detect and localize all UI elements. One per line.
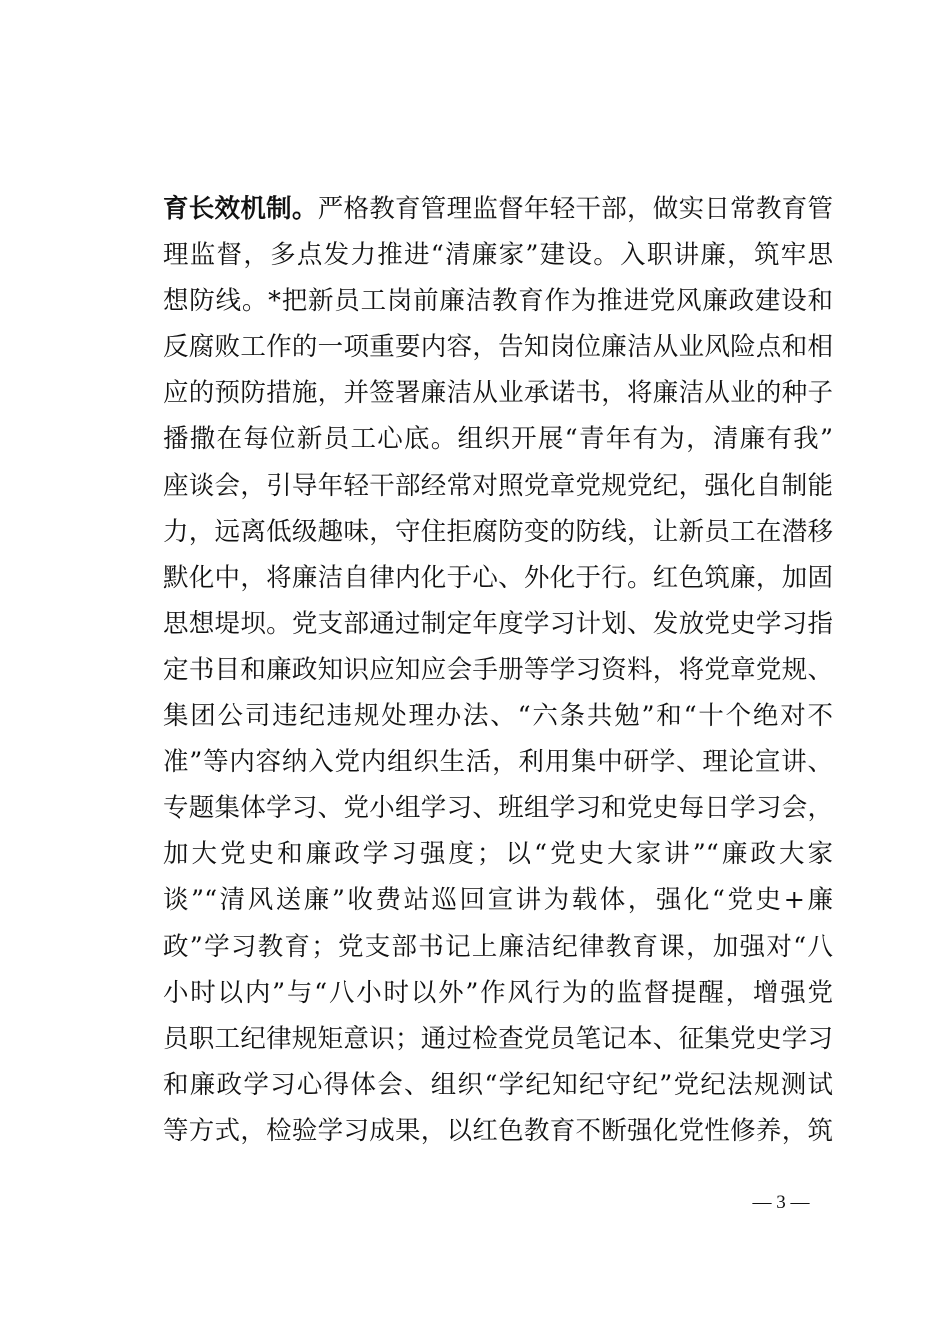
text-line: [163, 785, 833, 831]
line-text: 力，远离低级趣味，守住拒腐防变的防线，让新员工在潜移: [163, 516, 833, 547]
line-text: 座谈会，引导年轻干部经常对照党章党规党纪，强化自制能: [163, 470, 833, 501]
text-line: [163, 232, 833, 278]
text-line: [163, 924, 833, 970]
text-line: [163, 693, 833, 739]
text-line: [163, 509, 833, 555]
line-text: 想防线。*把新员工岗前廉洁教育作为推进党风廉政建设和: [163, 286, 833, 317]
text-line: [163, 739, 833, 785]
line-text: 应的预防措施，并签署廉洁从业承诺书，将廉洁从业的种子: [163, 378, 833, 409]
line-text: 默化中，将廉洁自律内化于心、外化于行。红色筑廉，加固: [163, 562, 833, 593]
text-line: [163, 1062, 833, 1108]
text-line: [163, 970, 833, 1016]
text-line: [163, 416, 833, 462]
text-line: [163, 186, 833, 232]
text-line: [163, 1108, 833, 1154]
line-text: 加大党史和廉政学习强度；以“党史大家讲”“廉政大家: [163, 839, 833, 870]
line-text: 集团公司违纪违规处理办法、“六条共勉”和“十个绝对不: [163, 701, 833, 732]
line-text: 员职工纪律规矩意识；通过检查党员笔记本、征集党史学习: [163, 1023, 833, 1054]
line-text: 和廉政学习心得体会、组织“学纪知纪守纪”党纪法规测试: [163, 1069, 833, 1100]
page-number: — 3 —: [752, 1192, 810, 1213]
text-line: [163, 463, 833, 509]
text-line: [163, 831, 833, 877]
text-line: [163, 647, 833, 693]
text-line: [163, 877, 833, 923]
text-line: [163, 278, 833, 324]
text-line: [163, 370, 833, 416]
line-text: 理监督，多点发力推进“清廉家”建设。入职讲廉，筑牢思: [163, 240, 833, 271]
line-text: 政”学习教育；党支部书记上廉洁纪律教育课，加强对“八: [163, 931, 833, 962]
bold-lead-in: 育长效机制。: [163, 194, 318, 224]
line-text: 谈”“清风送廉”收费站巡回宣讲为载体，强化“党史+廉: [163, 885, 833, 916]
text-line: [163, 1016, 833, 1062]
line-text: 定书目和廉政知识应知应会手册等学习资料，将党章党规、: [163, 654, 833, 685]
line-text: 专题集体学习、党小组学习、班组学习和党史每日学习会，: [163, 793, 833, 824]
line-text: 严格教育管理监督年轻干部，做实日常教育管: [317, 194, 833, 224]
body-text: [163, 186, 833, 1154]
line-text: 思想堤坝。党支部通过制定年度学习计划、发放党史学习指: [163, 608, 833, 639]
line-text: 反腐败工作的一项重要内容，告知岗位廉洁从业风险点和相: [163, 332, 833, 363]
text-line: [163, 324, 833, 370]
line-text: 等方式，检验学习成果，以红色教育不断强化党性修养，筑: [163, 1115, 833, 1146]
line-text: 播撒在每位新员工心底。组织开展“青年有为，清廉有我”: [163, 424, 833, 455]
text-line: [163, 601, 833, 647]
text-line: [163, 555, 833, 601]
line-text: 准”等内容纳入党内组织生活，利用集中研学、理论宣讲、: [163, 747, 833, 778]
line-text: 小时以内”与“八小时以外”作风行为的监督提醒，增强党: [163, 977, 833, 1008]
